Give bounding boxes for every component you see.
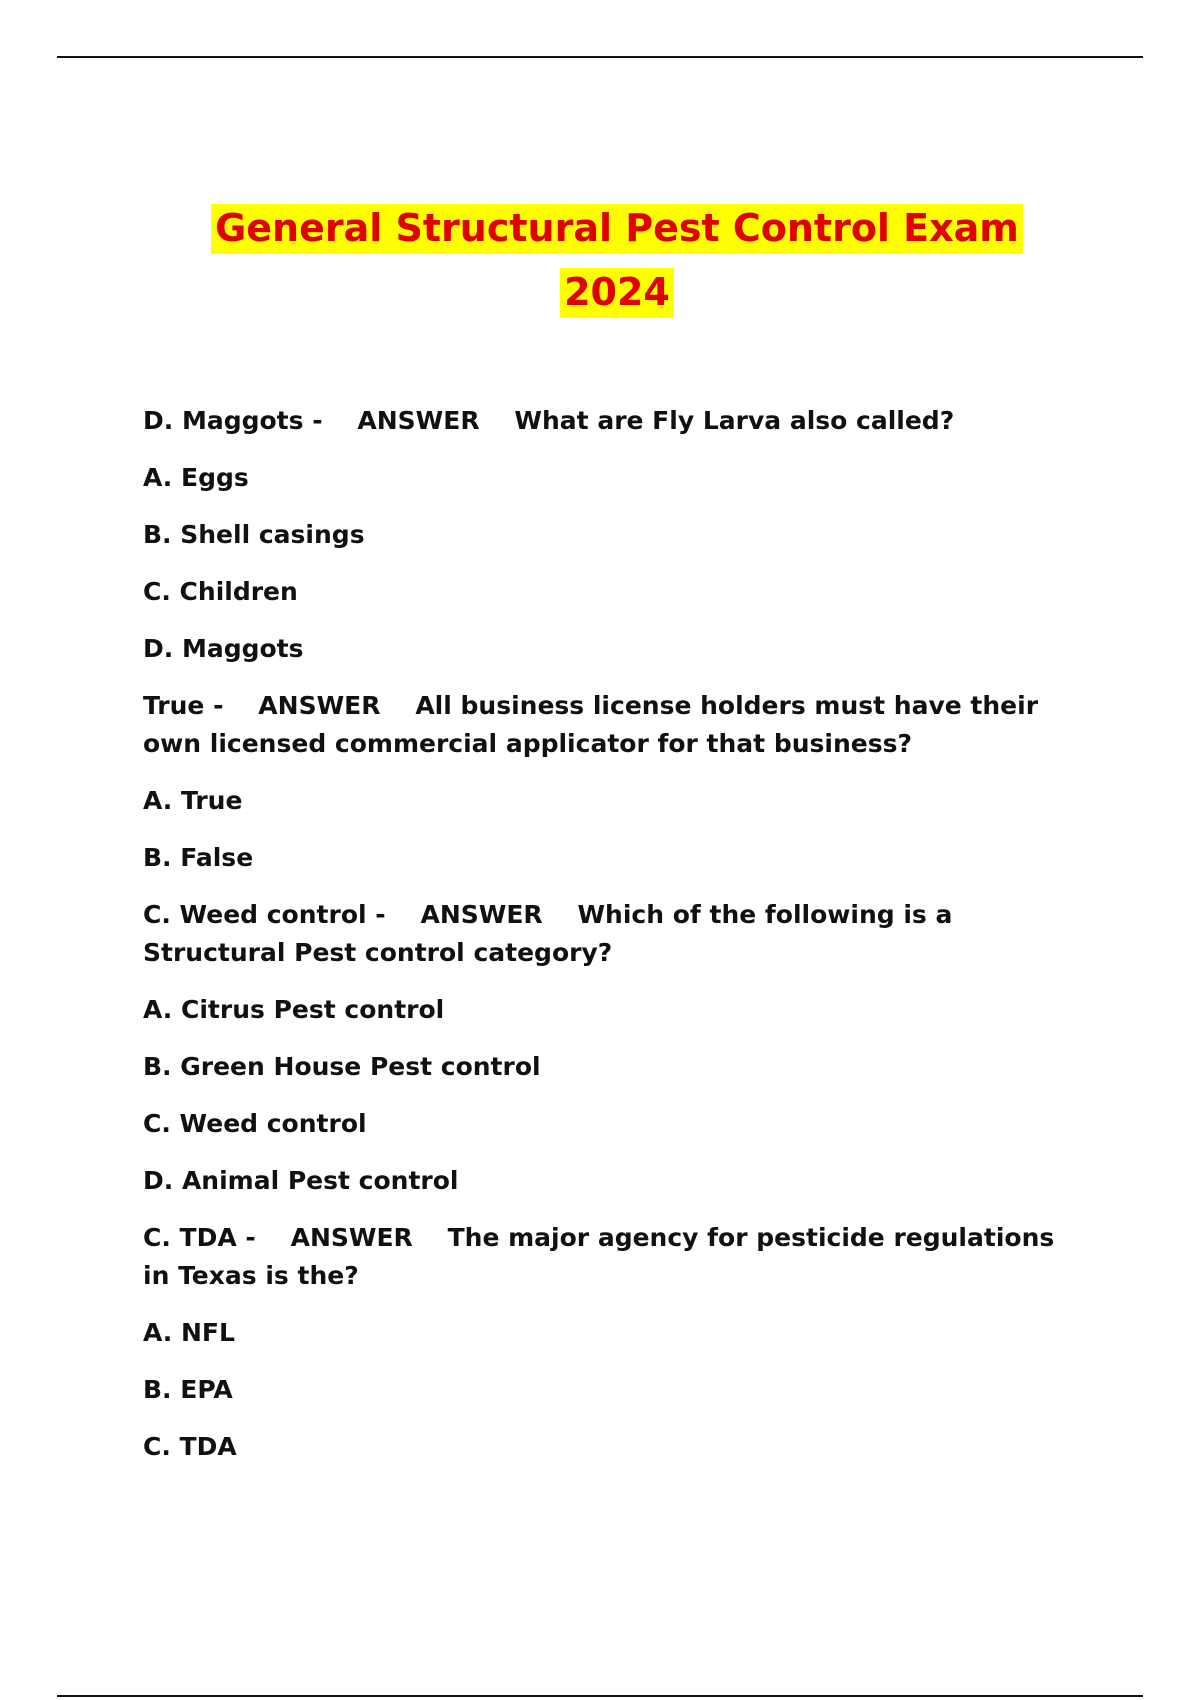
option-item: B. Green House Pest control	[143, 1052, 541, 1081]
question-item: D. Maggots - ANSWER What are Fly Larva also called?	[143, 406, 955, 435]
title-line-1: General Structural Pest Control Exam	[211, 204, 1023, 254]
question-item: C. TDA - ANSWER The major agency for pesticide regulations in Texas is the?	[143, 1223, 1055, 1290]
answer-text: C. TDA	[143, 1223, 237, 1252]
question-item: True - ANSWER All business license holders must have their own licensed commercial applicator for that business?	[143, 691, 1039, 758]
answer-text: True	[143, 691, 205, 720]
answer-text: C. Weed control	[143, 900, 367, 929]
footer-rule	[57, 1695, 1143, 1697]
option-item: D. Animal Pest control	[143, 1166, 459, 1195]
option-item: C. Weed control	[143, 1109, 367, 1138]
question-text: What are Fly Larva also called?	[514, 406, 955, 435]
option-item: A. Eggs	[143, 463, 249, 492]
question-item: C. Weed control - ANSWER Which of the following is a Structural Pest control category?	[143, 900, 953, 967]
option-item: C. Children	[143, 577, 298, 606]
option-item: B. EPA	[143, 1375, 233, 1404]
answer-marker: ANSWER	[357, 406, 480, 435]
title-line-2: 2024	[560, 268, 674, 318]
answer-text: D. Maggots	[143, 406, 304, 435]
question-list	[143, 402, 1083, 1485]
option-item: A. Citrus Pest control	[143, 995, 445, 1024]
option-item: B. False	[143, 843, 254, 872]
option-item: C. TDA	[143, 1432, 237, 1461]
option-item: D. Maggots	[143, 634, 304, 663]
document-title	[0, 196, 1200, 324]
option-item: A. True	[143, 786, 243, 815]
option-item: B. Shell casings	[143, 520, 365, 549]
answer-marker: ANSWER	[290, 1223, 413, 1252]
answer-marker: ANSWER	[258, 691, 381, 720]
question-text: All business license holders must have their own licensed commercial applicator for that business?	[143, 691, 1039, 758]
question-text: Which of the following is a Structural Pest control category?	[143, 900, 953, 967]
header-rule	[57, 56, 1143, 58]
answer-marker: ANSWER	[420, 900, 543, 929]
option-item: A. NFL	[143, 1318, 235, 1347]
question-text: The major agency for pesticide regulations in Texas is the?	[143, 1223, 1055, 1290]
